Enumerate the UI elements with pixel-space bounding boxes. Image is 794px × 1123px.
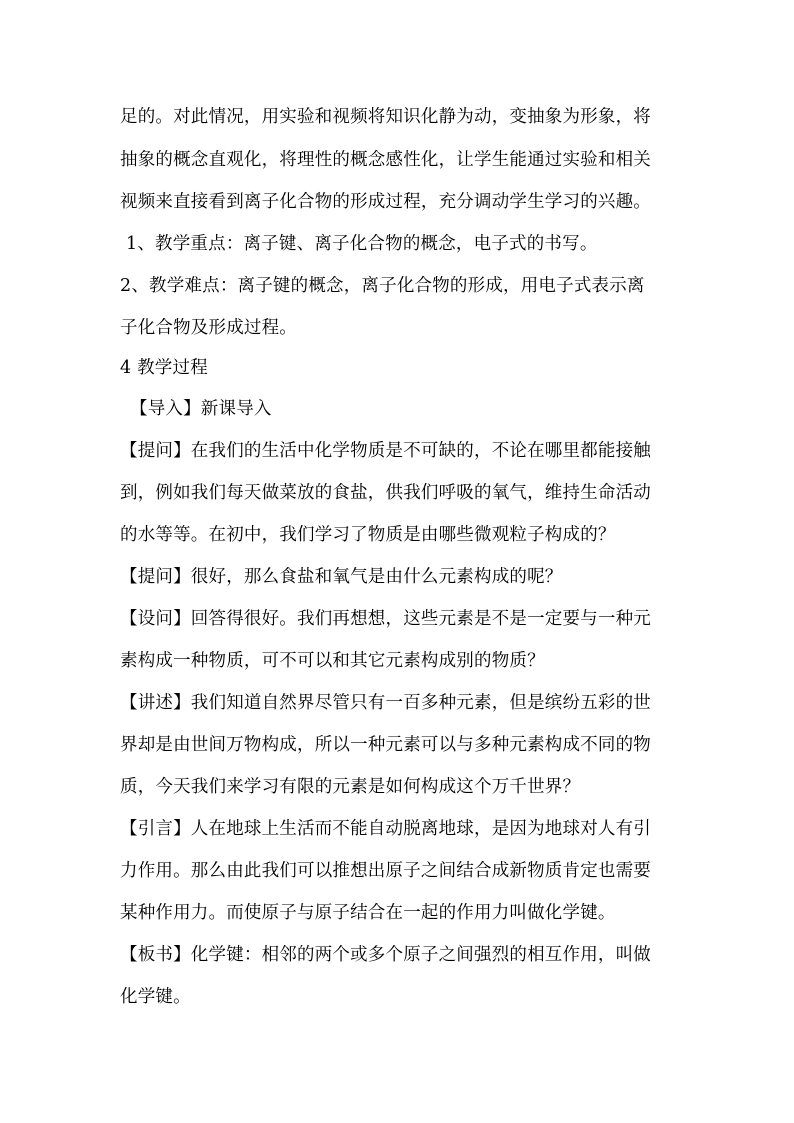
paragraph-line: 【讲述】我们知道自然界尽管只有一百多种元素，但是缤纷五彩的世 <box>120 693 651 713</box>
paragraph-line: 子化合物及形成过程。 <box>120 318 297 338</box>
paragraph-line: 素构成一种物质，可不可以和其它元素构成别的物质？ <box>120 651 545 671</box>
paragraph-line: 视频来直接看到离子化合物的形成过程，充分调动学生学习的兴趣。 <box>120 192 651 212</box>
paragraph-line: 化学键。 <box>120 987 191 1007</box>
paragraph-line: 【提问】在我们的生活中化学物质是不可缺的，不论在哪里都能接触 <box>120 441 651 461</box>
paragraph-line: 的水等等。在初中，我们学习了物质是由哪些微观粒子构成的？ <box>120 525 616 545</box>
teaching-focus-line: 1、教学重点：离子键、离子化合物的概念，电子式的书写。 <box>126 234 598 254</box>
paragraph-line: 力作用。那么由此我们可以推想出原子之间结合成新物质肯定也需要 <box>120 861 651 881</box>
intro-heading: 【导入】新课导入 <box>130 399 272 419</box>
paragraph-line: 【板书】化学键：相邻的两个或多个原子之间强烈的相互作用，叫做 <box>120 945 651 965</box>
paragraph-line: 【提问】很好，那么食盐和氧气是由什么元素构成的呢？ <box>120 567 563 587</box>
paragraph-line: 【引言】人在地球上生活而不能自动脱离地球，是因为地球对人有引 <box>120 819 651 839</box>
teaching-difficulty-line: 2、教学难点：离子键的概念，离子化合物的形成，用电子式表示离 <box>120 276 645 296</box>
paragraph-line: 【设问】回答得很好。我们再想想，这些元素是不是一定要与一种元 <box>120 609 651 629</box>
paragraph-line: 界却是由世间万物构成，所以一种元素可以与多种元素构成不同的物 <box>120 735 651 755</box>
paragraph-line: 到，例如我们每天做菜放的食盐，供我们呼吸的氧气，维持生命活动 <box>120 483 651 503</box>
paragraph-line: 某种作用力。而使原子与原子结合在一起的作用力叫做化学键。 <box>120 903 616 923</box>
paragraph-line: 足的。对此情况，用实验和视频将知识化静为动，变抽象为形象，将 <box>120 107 651 127</box>
paragraph-line: 抽象的概念直观化，将理性的概念感性化，让学生能通过实验和相关 <box>120 150 651 170</box>
paragraph-line: 质，今天我们来学习有限的元素是如何构成这个万千世界？ <box>120 777 581 797</box>
section-heading: 4 教学过程 <box>120 358 208 378</box>
